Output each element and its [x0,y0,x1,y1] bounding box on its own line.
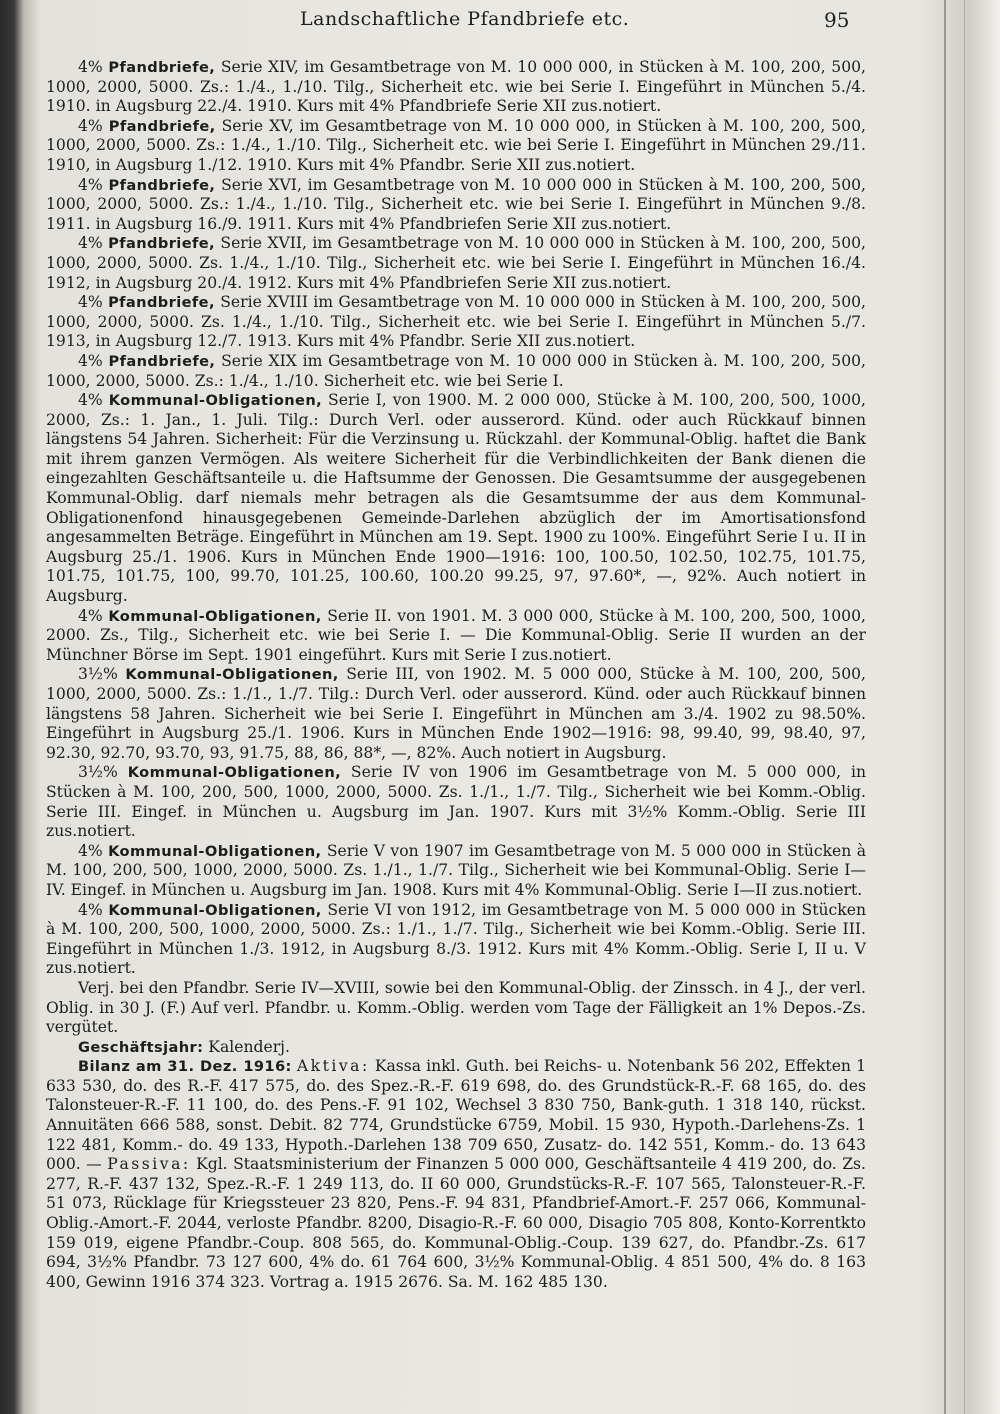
paragraph-pfandbriefe-xix: 4% Pfandbriefe, Serie XIX im Gesamtbetrage von M. 10 000 000 in Stücken à. M. 100, 200, 500, 1000, 2000, 5000. Zs.: 1./4., 1./10. Sicherheit etc. wie bei Serie I. [46,351,866,390]
paragraph-pfandbriefe-xvi: 4% Pfandbriefe, Serie XVI, im Gesamtbetrage von M. 10 000 000 in Stücken à M. 100, 200, 500, 1000, 2000, 5000. Zs.: 1./4., 1./10. Tilg., Sicherheit etc. wie bei Serie I. Eingeführt in München 9./8. 1911. in Augsburg 16./9. 1911. Kurs mit 4% Pfandbriefen Serie XII zus.notiert. [46,175,866,233]
running-header: Landschaftliche Pfandbriefe etc. [300,8,630,30]
paragraph-kommunal-vi: 4% Kommunal-Obligationen, Serie VI von 1912, im Gesamtbetrage von M. 5 000 000 in Stücken à M. 100, 200, 500, 1000, 2000, 5000. Zs.: 1./1., 1./7. Tilg., Sicherheit wie bei Komm.-Oblig. Serie III. Eingeführt in München 1./3. 1912, in Augsburg 8./3. 1912. Kurs mit 4% Komm.-Oblig. Serie I, II u. V zus.notiert. [46,900,866,978]
paragraph-kommunal-iv: 3½% Kommunal-Obligationen, Serie IV von 1906 im Gesamtbetrage von M. 5 000 000, in Stücken à M. 100, 200, 500, 1000, 2000, 5000. Zs. 1./1., 1./7. Tilg., Sicherheit wie bei Komm.-Oblig. Serie III. Eingef. in München u. Augsburg im Jan. 1907. Kurs mit 3½% Komm.-Oblig. Serie III zus.notiert. [46,763,866,841]
paragraph-pfandbriefe-xvii: 4% Pfandbriefe, Serie XVII, im Gesamtbetrage von M. 10 000 000 in Stücken à M. 100, 200, 500, 1000, 2000, 5000. Zs. 1./4., 1./10. Tilg., Sicherheit etc. wie bei Serie I. Eingeführt in München 16./4. 1912, in Augsburg 20./4. 1912. Kurs mit 4% Pfandbriefen Serie XII zus.notiert. [46,234,866,292]
paragraph-bilanz: Bilanz am 31. Dez. 1916: Aktiva: Kassa inkl. Guth. bei Reichs- u. Notenbank 56 202, Effekten 1 633 530, do. des R.-F. 417 575, do. des Spez.-R.-F. 619 698, do. des Grundstück-R.-F. 68 165, do. des Talonsteuer-R.-F. 11 100, do. des Pens.-F. 91 102, Wechsel 3 830 750, Bank-guth. 1 318 140, rückst. Annuitäten 666 588, sonst. Debit. 82 774, Grundstücke 6759, Mobil. 15 930, Hypoth.-Darlehens-Zs. 1 122 481, Komm.- do. 49 133, Hypoth.-Darlehen 138 709 650, Zusatz- do. 142 551, Komm.- do. 13 643 000. — Passiva: Kgl. Staatsministerium der Finanzen 5 000 000, Geschäftsanteile 4 419 200, do. Zs. 277, R.-F. 437 132, Spez.-R.-F. 1 249 113, do. II 60 000, Grundstücks-R.-F. 107 565, Talonsteuer-R.-F. 51 073, Rücklage für Kriegssteuer 23 820, Pens.-F. 94 831, Pfandbrief-Amort.-F. 257 066, Kommunal-Oblig.-Amort.-F. 2044, verloste Pfandbr. 8200, Disagio-R.-F. 60 000, Disagio 705 808, Konto-Korrentkto 159 019, eigene Pfandbr.-Coup. 808 565, do. Kommunal-Oblig.-Coup. 139 627, do. Pfandbr.-Zs. 617 694, 3½% Pfandbr. 73 127 600, 4% do. 61 764 600, 3½% Kommunal-Oblig. 4 851 500, 4% do. 8 163 400, Gewinn 1916 374 323. Vortrag a. 1915 2676. Sa. M. 162 485 130. [46,1057,866,1291]
paragraph-pfandbriefe-xiv: 4% Pfandbriefe, Serie XIV, im Gesamtbetrage von M. 10 000 000, in Stücken à M. 100, 200, 500, 1000, 2000, 5000. Zs.: 1./4., 1./10. Tilg., Sicherheit etc. wie bei Serie I. Eingeführt in München 5./4. 1910. in Augsburg 22./4. 1910. Kurs mit 4% Pfandbriefe Serie XII zus.notiert. [46,58,866,116]
aktiva-label: Aktiva: [296,1057,370,1076]
paragraph-verjaehrung: Verj. bei den Pfandbr. Serie IV—XVIII, sowie bei den Kommunal-Oblig. der Zinssch. in 4 J., der verl. Oblig. in 30 J. (F.) Auf verl. Pfandbr. u. Komm.-Oblig. werden vom Tage der Fälligkeit an 1% Depos.-Zs. vergütet. [46,978,866,1037]
paragraph-kommunal-i: 4% Kommunal-Obligationen, Serie I, von 1900. M. 2 000 000, Stücke à M. 100, 200, 500, 1000, 2000, Zs.: 1. Jan., 1. Juli. Tilg.: Durch Verl. oder ausserord. Künd. oder auch Rückkauf binnen längstens 54 Jahren. Sicherheit: Für die Verzinsung u. Rückzahl. der Kommunal-Oblig. haftet die Bank mit ihrem ganzen Vermögen. Als weitere Sicherheit für die Verbindlichkeiten der Bank dienen die eingezahlten Geschäftsanteile u. die Haftsumme der Genossen. Die Gesamtsumme der ausgegebenen Kommunal-Oblig. darf niemals mehr betragen als die Gesamtsumme der aus dem Kommunal-Obligationenfond hinausgegebenen Gemeinde-Darlehen abzüglich der im Amortisationsfond angesammelten Beträge. Eingeführt in München am 19. Sept. 1900 zu 100%. Eingeführt Serie I u. II in Augsburg 25./1. 1906. Kurs in München Ende 1900—1916: 100, 100.50, 102.50, 102.75, 101.75, 101.75, 101.75, 100, 99.70, 101.25, 100.60, 100.20 99.25, 97, 97.60*, —, 92%. Auch notiert in Augsburg. [46,391,866,606]
page-body [46,58,866,1292]
paragraph-pfandbriefe-xviii: 4% Pfandbriefe, Serie XVIII im Gesamtbetrage von M. 10 000 000 in Stücken à M. 100, 200, 500, 1000, 2000, 5000. Zs. 1./4., 1./10. Tilg., Sicherheit etc. wie bei Serie I. Eingeführt in München 5./7. 1913, in Augsburg 12./7. 1913. Kurs mit 4% Pfandbr. Serie XII zus.notiert. [46,293,867,351]
paragraph-kommunal-v: 4% Kommunal-Obligationen, Serie V von 1907 im Gesamtbetrage von M. 5 000 000 in Stücken à M. 100, 200, 500, 1000, 2000, 5000. Zs. 1./1., 1./7. Tilg., Sicherheit wie bei Kommunal-Oblig. Serie I—IV. Eingef. in München u. Augsburg im Jan. 1908. Kurs mit 4% Kommunal-Oblig. Serie I—II zus.notiert. [46,841,866,899]
binding-shadow-line [944,0,946,1414]
margin-line [964,0,965,1414]
paragraph-pfandbriefe-xv: 4% Pfandbriefe, Serie XV, im Gesamtbetrage von M. 10 000 000, in Stücken à M. 100, 200, 500, 1000, 2000, 5000. Zs.: 1./4., 1./10. Tilg., Sicherheit etc. wie bei Serie I. Eingeführt in München 29./11. 1910, in Augsburg 1./12. 1910. Kurs mit 4% Pfandbr. Serie XII zus.notiert. [46,116,866,174]
paragraph-kommunal-iii: 3½% Kommunal-Obligationen, Serie III, von 1902. M. 5 000 000, Stücke à M. 100, 200, 500, 1000, 2000, 5000. Zs.: 1./1., 1./7. Tilg.: Durch Verl. oder ausserord. Künd. oder auch Rückkauf binnen längstens 58 Jahren. Sicherheit wie bei Serie I. Eingeführt in München am 3./4. 1902 zu 98.50%. Eingeführt in Augsburg 25./1. 1906. Kurs in München Ende 1902—1916: 98, 99.40, 99, 98.40, 97, 92.30, 92.70, 93.70, 93, 91.75, 88, 86, 88*, —, 82%. Auch notiert in Augsburg. [46,665,866,762]
passiva-label: Passiva: [107,1155,191,1174]
paragraph-kommunal-ii: 4% Kommunal-Obligationen, Serie II. von 1901. M. 3 000 000, Stücke à M. 100, 200, 500, 1000, 2000. Zs., Tilg., Sicherheit etc. wie bei Serie I. — Die Kommunal-Oblig. Serie II wurden an der Münchner Börse im Sept. 1901 eingeführt. Kurs mit Serie I zus.notiert. [46,606,866,664]
page-number: 95 [824,8,850,32]
paragraph-geschaeftsjahr: Geschäftsjahr: Kalenderj. [78,1037,290,1056]
